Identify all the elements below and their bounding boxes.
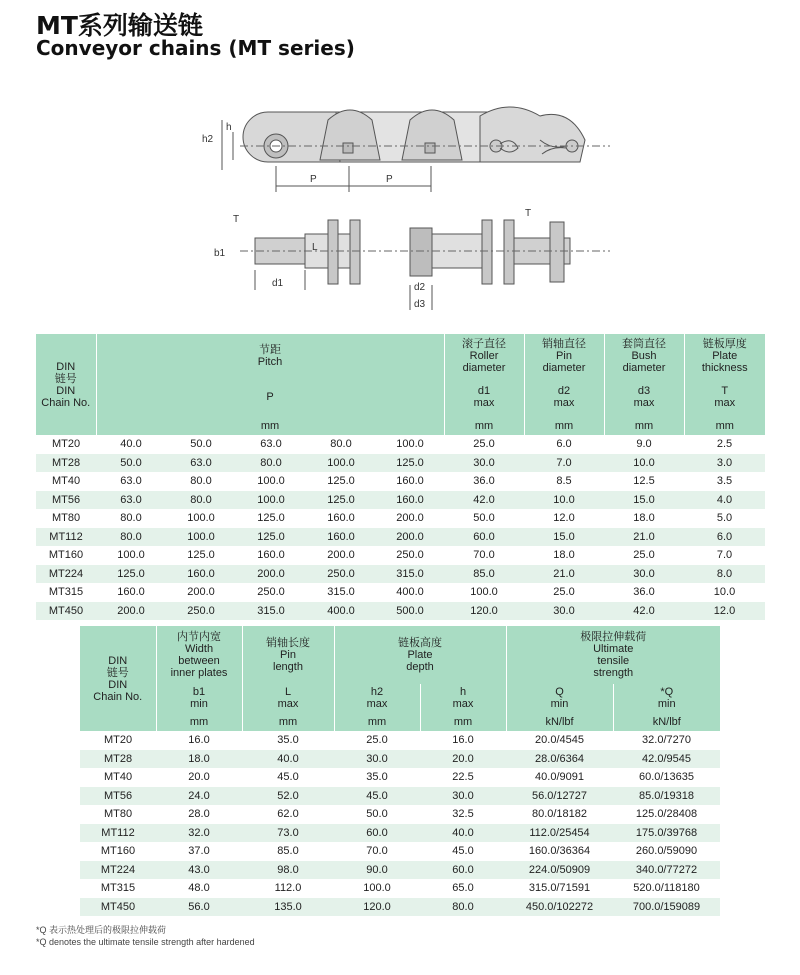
value-cell: 22.5 bbox=[420, 768, 506, 787]
header-pitch: 节距 Pitch bbox=[96, 334, 444, 378]
table-row bbox=[80, 787, 720, 806]
value-cell: 30.0 bbox=[444, 454, 524, 473]
value-cell: 120.0 bbox=[444, 602, 524, 621]
chain-no-cell: MT28 bbox=[36, 454, 96, 473]
chain-no-cell: MT80 bbox=[80, 805, 156, 824]
value-cell: 9.0 bbox=[604, 435, 684, 454]
label-d1: d1 bbox=[272, 278, 284, 289]
value-cell: 42.0 bbox=[444, 491, 524, 510]
value-cell: 200.0 bbox=[376, 528, 444, 547]
t2-header-l: L max bbox=[242, 684, 334, 712]
value-cell: 56.0 bbox=[156, 898, 242, 917]
value-cell: 60.0 bbox=[420, 861, 506, 880]
value-cell: 45.0 bbox=[420, 842, 506, 861]
value-cell: 30.0 bbox=[334, 750, 420, 769]
value-cell: 100.0 bbox=[334, 879, 420, 898]
chain-no-cell: MT20 bbox=[36, 435, 96, 454]
value-cell: 52.0 bbox=[242, 787, 334, 806]
value-cell: 6.0 bbox=[684, 528, 765, 547]
value-cell: 21.0 bbox=[604, 528, 684, 547]
value-cell: 18.0 bbox=[604, 509, 684, 528]
value-cell: 8.0 bbox=[684, 565, 765, 584]
value-cell: 260.0/59090 bbox=[613, 842, 720, 861]
chain-no-cell: MT224 bbox=[80, 861, 156, 880]
table-row bbox=[36, 509, 765, 528]
value-cell: 100.0 bbox=[306, 454, 376, 473]
value-cell: 100.0 bbox=[166, 509, 236, 528]
value-cell: 315.0 bbox=[376, 565, 444, 584]
label-h2: h2 bbox=[202, 134, 214, 145]
value-cell: 100.0 bbox=[236, 491, 306, 510]
unit-t: mm bbox=[684, 416, 765, 435]
value-cell: 28.0 bbox=[156, 805, 242, 824]
value-cell: 37.0 bbox=[156, 842, 242, 861]
value-cell: 80.0 bbox=[236, 454, 306, 473]
value-cell: 7.0 bbox=[684, 546, 765, 565]
value-cell: 700.0/159089 bbox=[613, 898, 720, 917]
value-cell: 100.0 bbox=[444, 583, 524, 602]
t2-header-chain-no: DIN 链号 DIN Chain No. bbox=[80, 626, 156, 731]
value-cell: 73.0 bbox=[242, 824, 334, 843]
value-cell: 45.0 bbox=[334, 787, 420, 806]
value-cell: 43.0 bbox=[156, 861, 242, 880]
value-cell: 100.0 bbox=[236, 472, 306, 491]
value-cell: 250.0 bbox=[306, 565, 376, 584]
value-cell: 35.0 bbox=[334, 768, 420, 787]
value-cell: 25.0 bbox=[444, 435, 524, 454]
value-cell: 120.0 bbox=[334, 898, 420, 917]
value-cell: 125.0 bbox=[166, 546, 236, 565]
chain-no-cell: MT315 bbox=[80, 879, 156, 898]
chain-no-cell: MT160 bbox=[80, 842, 156, 861]
value-cell: 60.0/13635 bbox=[613, 768, 720, 787]
value-cell: 12.0 bbox=[524, 509, 604, 528]
header-d1: d1 max bbox=[444, 378, 524, 416]
value-cell: 10.0 bbox=[684, 583, 765, 602]
value-cell: 80.0 bbox=[96, 528, 166, 547]
value-cell: 200.0 bbox=[166, 583, 236, 602]
value-cell: 160.0 bbox=[306, 509, 376, 528]
value-cell: 40.0 bbox=[420, 824, 506, 843]
value-cell: 200.0 bbox=[376, 509, 444, 528]
table-row bbox=[80, 768, 720, 787]
value-cell: 160.0 bbox=[166, 565, 236, 584]
chain-no-cell: MT80 bbox=[36, 509, 96, 528]
value-cell: 5.0 bbox=[684, 509, 765, 528]
plate-outline-3 bbox=[480, 107, 585, 162]
value-cell: 36.0 bbox=[604, 583, 684, 602]
header-chain-no: DIN 链号 DIN Chain No. bbox=[36, 334, 96, 435]
value-cell: 80.0 bbox=[96, 509, 166, 528]
t2-header-h: h max bbox=[420, 684, 506, 712]
value-cell: 80.0 bbox=[420, 898, 506, 917]
table-row bbox=[80, 861, 720, 880]
value-cell: 125.0 bbox=[236, 528, 306, 547]
page-title-zh: MT系列输送链 bbox=[36, 11, 203, 40]
value-cell: 70.0 bbox=[334, 842, 420, 861]
chain-no-cell: MT224 bbox=[36, 565, 96, 584]
value-cell: 12.0 bbox=[684, 602, 765, 621]
side-link-a bbox=[328, 220, 338, 284]
chain-no-cell: MT450 bbox=[36, 602, 96, 621]
value-cell: 62.0 bbox=[242, 805, 334, 824]
t2-header-b1: b1 min bbox=[156, 684, 242, 712]
label-p1: P bbox=[310, 174, 317, 185]
header-pitch-symbol: P bbox=[96, 378, 444, 416]
value-cell: 50.0 bbox=[444, 509, 524, 528]
value-cell: 112.0/25454 bbox=[506, 824, 613, 843]
chain-no-cell: MT160 bbox=[36, 546, 96, 565]
value-cell: 56.0/12727 bbox=[506, 787, 613, 806]
chain-no-cell: MT315 bbox=[36, 583, 96, 602]
value-cell: 100.0 bbox=[376, 435, 444, 454]
chain-no-cell: MT56 bbox=[36, 491, 96, 510]
value-cell: 200.0 bbox=[236, 565, 306, 584]
table-row bbox=[36, 528, 765, 547]
value-cell: 10.0 bbox=[524, 491, 604, 510]
value-cell: 112.0 bbox=[242, 879, 334, 898]
value-cell: 20.0 bbox=[156, 768, 242, 787]
value-cell: 90.0 bbox=[334, 861, 420, 880]
value-cell: 50.0 bbox=[96, 454, 166, 473]
chain-diagram bbox=[200, 100, 620, 315]
chain-no-cell: MT112 bbox=[80, 824, 156, 843]
pitch-dimensions-table bbox=[36, 334, 765, 620]
value-cell: 28.0/6364 bbox=[506, 750, 613, 769]
t2-header-strength: 极限拉伸载荷 Ultimate tensile strength bbox=[506, 626, 720, 684]
side-pin-center bbox=[410, 228, 432, 276]
side-link-c bbox=[482, 220, 492, 284]
value-cell: 42.0/9545 bbox=[613, 750, 720, 769]
dimensions-strength-table bbox=[80, 626, 720, 916]
value-cell: 65.0 bbox=[420, 879, 506, 898]
value-cell: 250.0 bbox=[166, 602, 236, 621]
page-title-en: Conveyor chains (MT series) bbox=[36, 36, 355, 60]
value-cell: 25.0 bbox=[604, 546, 684, 565]
unit-d1: mm bbox=[444, 416, 524, 435]
value-cell: 24.0 bbox=[156, 787, 242, 806]
value-cell: 20.0/4545 bbox=[506, 731, 613, 750]
value-cell: 7.0 bbox=[524, 454, 604, 473]
value-cell: 160.0 bbox=[96, 583, 166, 602]
value-cell: 98.0 bbox=[242, 861, 334, 880]
unit-d3: mm bbox=[604, 416, 684, 435]
value-cell: 520.0/118180 bbox=[613, 879, 720, 898]
value-cell: 85.0 bbox=[444, 565, 524, 584]
t2-unit-h: mm bbox=[420, 712, 506, 731]
value-cell: 63.0 bbox=[96, 472, 166, 491]
chain-no-cell: MT450 bbox=[80, 898, 156, 917]
value-cell: 80.0 bbox=[166, 472, 236, 491]
t2-unit-q2: kN/lbf bbox=[613, 712, 720, 731]
value-cell: 40.0 bbox=[96, 435, 166, 454]
table2-body bbox=[80, 731, 720, 916]
chain-no-cell: MT56 bbox=[80, 787, 156, 806]
value-cell: 250.0 bbox=[236, 583, 306, 602]
value-cell: 30.0 bbox=[420, 787, 506, 806]
label-t-left: T bbox=[233, 214, 240, 225]
value-cell: 160.0 bbox=[306, 528, 376, 547]
table-row bbox=[36, 565, 765, 584]
side-link-b bbox=[350, 220, 360, 284]
value-cell: 340.0/77272 bbox=[613, 861, 720, 880]
header-d2: d2 max bbox=[524, 378, 604, 416]
value-cell: 80.0 bbox=[306, 435, 376, 454]
value-cell: 100.0 bbox=[166, 528, 236, 547]
t2-header-q2: *Q min bbox=[613, 684, 720, 712]
value-cell: 70.0 bbox=[444, 546, 524, 565]
value-cell: 6.0 bbox=[524, 435, 604, 454]
value-cell: 45.0 bbox=[242, 768, 334, 787]
header-t: T max bbox=[684, 378, 765, 416]
table-row bbox=[36, 491, 765, 510]
side-link-d bbox=[504, 220, 514, 284]
value-cell: 450.0/102272 bbox=[506, 898, 613, 917]
value-cell: 8.5 bbox=[524, 472, 604, 491]
t2-unit-h2: mm bbox=[334, 712, 420, 731]
table-row bbox=[80, 750, 720, 769]
value-cell: 125.0 bbox=[376, 454, 444, 473]
unit-d2: mm bbox=[524, 416, 604, 435]
header-pin: 销轴直径 Pin diameter bbox=[524, 334, 604, 378]
value-cell: 18.0 bbox=[524, 546, 604, 565]
t2-header-width: 内节内宽 Width between inner plates bbox=[156, 626, 242, 684]
label-b1: b1 bbox=[214, 248, 226, 259]
table-row bbox=[80, 842, 720, 861]
value-cell: 4.0 bbox=[684, 491, 765, 510]
footnote-en: *Q denotes the ultimate tensile strength after hardened bbox=[36, 937, 255, 947]
header-bush: 套筒直径 Bush diameter bbox=[604, 334, 684, 378]
value-cell: 63.0 bbox=[96, 491, 166, 510]
value-cell: 15.0 bbox=[604, 491, 684, 510]
header-d3: d3 max bbox=[604, 378, 684, 416]
label-d2: d2 bbox=[414, 282, 426, 293]
footnote-zh: *Q 表示热处理后的极限拉伸载荷 bbox=[36, 925, 167, 935]
value-cell: 60.0 bbox=[334, 824, 420, 843]
value-cell: 48.0 bbox=[156, 879, 242, 898]
value-cell: 18.0 bbox=[156, 750, 242, 769]
value-cell: 224.0/50909 bbox=[506, 861, 613, 880]
value-cell: 36.0 bbox=[444, 472, 524, 491]
value-cell: 80.0/18182 bbox=[506, 805, 613, 824]
label-d3: d3 bbox=[414, 299, 426, 310]
value-cell: 32.0/7270 bbox=[613, 731, 720, 750]
value-cell: 63.0 bbox=[236, 435, 306, 454]
unit-pitch: mm bbox=[96, 416, 444, 435]
value-cell: 30.0 bbox=[524, 602, 604, 621]
value-cell: 250.0 bbox=[376, 546, 444, 565]
value-cell: 80.0 bbox=[166, 491, 236, 510]
value-cell: 500.0 bbox=[376, 602, 444, 621]
value-cell: 135.0 bbox=[242, 898, 334, 917]
header-roller: 滚子直径 Roller diameter bbox=[444, 334, 524, 378]
pin-1 bbox=[343, 143, 353, 153]
chain-no-cell: MT40 bbox=[36, 472, 96, 491]
value-cell: 16.0 bbox=[420, 731, 506, 750]
value-cell: 200.0 bbox=[96, 602, 166, 621]
label-h: h bbox=[226, 122, 232, 133]
value-cell: 315.0 bbox=[236, 602, 306, 621]
value-cell: 100.0 bbox=[96, 546, 166, 565]
value-cell: 400.0 bbox=[376, 583, 444, 602]
t2-unit-b1: mm bbox=[156, 712, 242, 731]
value-cell: 60.0 bbox=[444, 528, 524, 547]
table-row bbox=[36, 602, 765, 621]
value-cell: 200.0 bbox=[306, 546, 376, 565]
value-cell: 315.0/71591 bbox=[506, 879, 613, 898]
value-cell: 40.0 bbox=[242, 750, 334, 769]
value-cell: 32.0 bbox=[156, 824, 242, 843]
table-row bbox=[36, 472, 765, 491]
value-cell: 10.0 bbox=[604, 454, 684, 473]
value-cell: 125.0 bbox=[306, 491, 376, 510]
value-cell: 30.0 bbox=[604, 565, 684, 584]
t2-header-plate-depth: 链板高度 Plate depth bbox=[334, 626, 506, 684]
value-cell: 20.0 bbox=[420, 750, 506, 769]
value-cell: 25.0 bbox=[334, 731, 420, 750]
value-cell: 175.0/39768 bbox=[613, 824, 720, 843]
value-cell: 125.0 bbox=[236, 509, 306, 528]
chain-no-cell: MT40 bbox=[80, 768, 156, 787]
value-cell: 50.0 bbox=[334, 805, 420, 824]
value-cell: 160.0 bbox=[376, 491, 444, 510]
value-cell: 315.0 bbox=[306, 583, 376, 602]
table-row bbox=[80, 731, 720, 750]
value-cell: 400.0 bbox=[306, 602, 376, 621]
table-row bbox=[36, 583, 765, 602]
value-cell: 3.0 bbox=[684, 454, 765, 473]
value-cell: 35.0 bbox=[242, 731, 334, 750]
t2-header-q: Q min bbox=[506, 684, 613, 712]
value-cell: 21.0 bbox=[524, 565, 604, 584]
t2-unit-l: mm bbox=[242, 712, 334, 731]
t2-unit-q: kN/lbf bbox=[506, 712, 613, 731]
value-cell: 3.5 bbox=[684, 472, 765, 491]
value-cell: 42.0 bbox=[604, 602, 684, 621]
value-cell: 25.0 bbox=[524, 583, 604, 602]
table1-body bbox=[36, 435, 765, 620]
chain-no-cell: MT20 bbox=[80, 731, 156, 750]
value-cell: 160.0/36364 bbox=[506, 842, 613, 861]
value-cell: 32.5 bbox=[420, 805, 506, 824]
label-l: L bbox=[312, 242, 318, 253]
t2-header-h2: h2 max bbox=[334, 684, 420, 712]
value-cell: 125.0/28408 bbox=[613, 805, 720, 824]
value-cell: 16.0 bbox=[156, 731, 242, 750]
side-end-link bbox=[550, 222, 564, 282]
value-cell: 15.0 bbox=[524, 528, 604, 547]
t2-header-pin-length: 销轴长度 Pin length bbox=[242, 626, 334, 684]
chain-no-cell: MT28 bbox=[80, 750, 156, 769]
value-cell: 160.0 bbox=[236, 546, 306, 565]
label-p2: P bbox=[386, 174, 393, 185]
table-row bbox=[80, 805, 720, 824]
chain-no-cell: MT112 bbox=[36, 528, 96, 547]
value-cell: 40.0/9091 bbox=[506, 768, 613, 787]
table-row bbox=[36, 546, 765, 565]
value-cell: 125.0 bbox=[96, 565, 166, 584]
label-t-right: T bbox=[525, 208, 532, 219]
table-row bbox=[36, 435, 765, 454]
value-cell: 125.0 bbox=[306, 472, 376, 491]
value-cell: 160.0 bbox=[376, 472, 444, 491]
value-cell: 85.0/19318 bbox=[613, 787, 720, 806]
value-cell: 12.5 bbox=[604, 472, 684, 491]
value-cell: 2.5 bbox=[684, 435, 765, 454]
table-row bbox=[80, 898, 720, 917]
value-cell: 50.0 bbox=[166, 435, 236, 454]
header-plate: 链板厚度 Plate thickness bbox=[684, 334, 765, 378]
table-row bbox=[80, 824, 720, 843]
table-row bbox=[36, 454, 765, 473]
value-cell: 85.0 bbox=[242, 842, 334, 861]
pin-2 bbox=[425, 143, 435, 153]
table-row bbox=[80, 879, 720, 898]
value-cell: 63.0 bbox=[166, 454, 236, 473]
